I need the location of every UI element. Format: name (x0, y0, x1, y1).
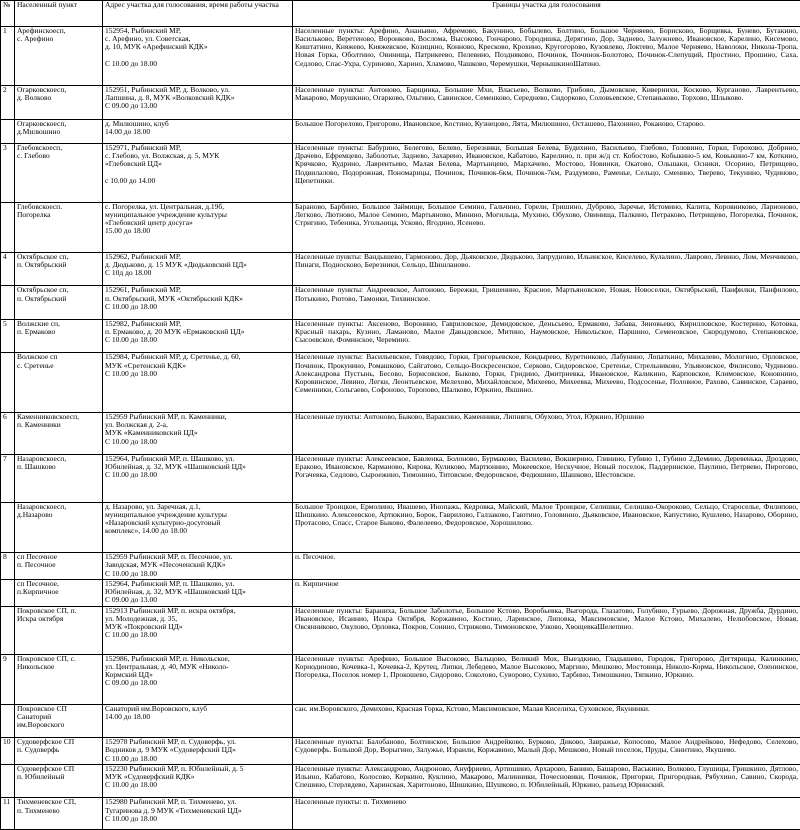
table-row (1, 704, 800, 737)
settlement-cell-text: Огарковскоесп, д. Волково (17, 85, 67, 102)
boundaries-cell-text: Населенные пункты: Васильевское, Говядово, Горки, Григорьевское, Кондырево, Куретниково, Лабунино, Лопаткино, Михалево, Мологино, Орловское, Починок, Прокунино, Ромашково, Сайгатово, Сельцо-Воскресенское, Серково, Сидоровское, Сретенье, Стрельниково, Ульяновское, Филисово, Чудиново. Александрова Пустынь, Бесово, Борисовское, Быково, Горки, Гридино, Дмитриевка, Ивановское, Каликино, Карповское, Климовское, Коновнино, Коровинское, Левино, Легки, Леонтьевское, Мелехово, Михайловское, Михеево, Михеевка, Михеево, Подсосенье, Половное, Рахово, Савинское, Сараево, Семенники, Сольгаево, Софоново, Торопово, Шалково, Юркино, Якшино. (295, 352, 798, 395)
settlement-cell (15, 85, 103, 120)
settlement-cell-text: Назаровскоесп, д.Назарово (17, 502, 67, 520)
address-cell (103, 319, 293, 352)
table-row (1, 85, 800, 120)
settlement-cell (15, 704, 103, 737)
table-row (1, 764, 800, 797)
row-number-text: 11 (3, 797, 11, 807)
row-number-text: 6 (3, 412, 7, 422)
table-row (1, 654, 800, 704)
address-cell-text: 152986, Рыбинский МР, п. Никольское, ул. Центральная, д. 40, МУК «Николо- Кормский ЦД» С 09.00 до 18.00 (105, 654, 230, 688)
address-cell (103, 764, 293, 797)
row-number-text: 9 (3, 654, 7, 663)
settlement-cell-text: Судоверфское СП п. Юбилейный (17, 764, 75, 782)
boundaries-cell (293, 413, 800, 455)
row-number-text: 5 (3, 319, 7, 328)
boundaries-cell-text: Населенные пункты: Андреевское, Антоново, Бережки, Гришенино, Красное, Мартьяновское, Новая, Новоселки, Октябрьский, Панфилки, Панфилово, Потыкино, Рютово, Тамонки, Тихвинское. (295, 285, 798, 303)
boundaries-cell (293, 704, 800, 737)
boundaries-cell-text: Населенные пункты: Аксеново, Воронино, Гавриловское, Демидовское, Деньсьево, Ермаково, Забава, Зиновьево, Кирилловское, Костерино, Котовка, Красный пахарь, Кузино, Ламаново, Малое Давыдовское, Митино, Наумовское, Никольское, Паршино, Семеновское, Скородумово, Степановское, Сысоевское, Фоминское, Черемино. (295, 319, 798, 345)
row-number (1, 503, 15, 553)
settlement-cell-text: Октябрьское сп, п. Октябрьский (17, 285, 69, 303)
address-cell (103, 704, 293, 737)
boundaries-cell-text: п. Кирпичное (295, 579, 339, 588)
address-cell (103, 503, 293, 553)
boundaries-cell (293, 27, 800, 86)
address-cell-text: 152959 Рыбинский МР, п. Песочное, ул. Заводская, МУК «Песоченский КДК» С 10.00 до 18.00 (105, 552, 233, 578)
boundaries-cell (293, 738, 800, 765)
table-row (1, 579, 800, 606)
boundaries-cell-text: Населенные пункты: Алексеевское, Бавленка, Болоново, Бурмаково, Василево, Вокшерино, Глинино, Губино 1, Губино 2,Демино, Деревенька, Дроздово, Ераково, Ивановское, Карманово, Кирова, Куликово, Мартюнино, Мокеевское, Нескучное, Новый поселок, Паддеринское, Паулино, Петряево, Пирогово, Рогачевка, Седлово, Сыроежино, Тимонино, Титовское, Федоровское, Федюшино, Шашково, Шестовское. (295, 454, 798, 480)
settlement-cell-text: Волжское сп с. Сретенье (17, 352, 58, 370)
row-number (1, 27, 15, 86)
boundaries-cell-text: Населенные пункты: Балобаново, Болтинское, Большое Андрейково, Бурково, Диково, Завражье, Копосово, Малое Андрейково, Нефедово, Селехово, Судоверфь. Большой Дор, Ворыгино, Залужье, Израили, Коржавино, Малый Дор, Мешково, Новый поселок, Пруды, Свинтино, Якушево. (295, 737, 798, 755)
boundaries-cell-text: п. Песочное. (295, 552, 336, 562)
address-cell-text: 152984, Рыбинский МР, д. Сретенье, д. 60, МУК «Сретенский КДК» С 10.00 до 18.00 (105, 352, 241, 378)
boundaries-cell (293, 579, 800, 606)
header-address: Адрес участка для голосования, время работы участка (103, 1, 293, 27)
settlement-cell (15, 606, 103, 654)
row-number (1, 319, 15, 352)
address-cell (103, 579, 293, 606)
address-cell (103, 454, 293, 502)
settlement-cell (15, 654, 103, 704)
table-header-row (1, 1, 800, 27)
row-number (1, 252, 15, 285)
settlement-cell (15, 454, 103, 502)
boundaries-cell-text: Населенные пункты: Александрово, Андроново, Ануфриево, Артюшино, Архарово, Банино, Башарово, Васькино, Волково, Глушицы, Гришкино, Дятлово, Ильино, Кабатово, Колосово, Коркино, Куклино, Макарово, Малинники, Почесновики, Починок, Пригорки, Пригородная, Рябухино, Савино, Скорода, Спешино, Стерлядево, Харинская, Харитоново, Шишкино, Шушково, п. Юбилейный, Юркино, разъезд Юринский. (295, 764, 798, 790)
settlement-cell-text: сп Песочное п. Песочное (17, 552, 57, 570)
address-cell-text: 152964, Рыбинский МР, п. Шашково, ул. Юбилейная, д. 32, МУК «Шашковский ЦД» С 10.00 до 18.00 (105, 454, 246, 480)
address-cell (103, 413, 293, 455)
row-number (1, 704, 15, 737)
address-cell (103, 738, 293, 765)
row-number-text: 8 (3, 552, 7, 562)
row-number (1, 553, 15, 580)
settlement-cell-text: Тихменевское СП, п. Тихменево (17, 797, 77, 815)
table-row (1, 120, 800, 144)
boundaries-cell (293, 120, 800, 144)
address-cell (103, 252, 293, 285)
address-cell (103, 120, 293, 144)
row-number (1, 798, 15, 830)
address-cell-text: 152961, Рыбинский МР, п. Октябрьский, МУК «Октябрьский КДК» С 10.00 до 18.00 (105, 285, 244, 311)
address-cell (103, 353, 293, 413)
boundaries-cell (293, 202, 800, 252)
table-row (1, 319, 800, 352)
table-row (1, 353, 800, 413)
row-number (1, 85, 15, 120)
address-cell-text: 152959 Рыбинский МР, п. Каменники, ул. Волжская д. 2-а, МУК «Каменниковский ЦД» С 10.00 до 18.00 (105, 412, 227, 446)
row-number (1, 738, 15, 765)
boundaries-cell (293, 553, 800, 580)
row-number-text: 2 (3, 85, 7, 94)
table-row (1, 454, 800, 502)
boundaries-cell (293, 503, 800, 553)
settlement-cell-text: Назаровскоесп, п. Шашково (17, 454, 67, 472)
boundaries-cell (293, 85, 800, 120)
address-cell-text: 152980 Рыбинский МР, п. Тихменево, ул. Тугаринова д. 9 МУК «Тихменевский ЦД» С 10.00 до 18.00 (105, 797, 242, 823)
address-cell-text: 152962, Рыбинский МР, д. Дюдьково, д. 15 МУК «Дюдьковский ЦД» С 10д до 18.00 (105, 252, 247, 278)
address-cell-text: Санаторий им.Воровского, клуб 14.00 до 18.00 (105, 704, 208, 721)
settlement-cell (15, 286, 103, 319)
table-row (1, 606, 800, 654)
boundaries-cell-text: Большое Погорелово, Григорово, Ивановское, Костино, Кузнецово, Лята, Милюшино, Осташево, Пахонино, Роканово, Старово. (295, 119, 705, 129)
settlement-cell (15, 252, 103, 285)
address-cell (103, 202, 293, 252)
settlement-cell-text: Арефинскоесп, с. Арефино (17, 26, 66, 44)
address-cell-text: с. Погорелка, ул. Центральная, д.19б, муниципальное учреждение культуры «Глебовский центр досуга» 15.00 до 18.00 (105, 202, 227, 236)
boundaries-cell-text: Населенные пункты: Вандышево, Гармоново, Дор, Дьяковское, Дюдьково, Запрудново, Ильинское, Киселево, Кулалино, Лаврово, Левино, Лом, Менчиково, Пинаги, Подносково, Березники, Сельцо, Шишланово. (295, 252, 798, 270)
settlement-cell (15, 144, 103, 203)
settlement-cell-text: Глебовскоесп, с. Глебово (17, 143, 63, 161)
boundaries-cell (293, 353, 800, 413)
boundaries-cell-text: Населенные пункты: Арефино, Ананьино, Афремово, Бакунино, Бобылево, Болтино, Большое Черняево, Борисково, Борщевка, Бунево, Бутакино, Васильково, Веретеново, Воронково, Вослома, Высоково, Гончарово, Городишка, Дерягино, Дор, Заднево, Залужнево, Ивановское, Карелино, Кисемово, Киштатино, Княжево, Княжевское, Козицино, Конново, Кресково, Крохино, Кругогорово, Кузовлево, Локтево, Малое Черняево, Наволоки, Никола-Тропа, Новая Горка, Оболтино, Овинища, Патрикеево, Пелевино, Поздняково, Починок, Починок-Болотово, Починок-Слепущий, Простино, Прошино, Саха, Седлово, Спас-Ухра, Суриново, Харино, Хламово, Чашково, Черемушки, ЧернышкиноШатино. (295, 26, 798, 68)
row-number-text: 10 (3, 737, 11, 747)
row-number-text: 3 (3, 143, 7, 153)
settlement-cell (15, 553, 103, 580)
address-cell (103, 144, 293, 203)
boundaries-cell-text: Населенные пункты: п. Тихменево (295, 797, 407, 807)
boundaries-cell (293, 319, 800, 352)
boundaries-cell (293, 286, 800, 319)
settlement-cell (15, 27, 103, 86)
row-number-text: 1 (3, 26, 7, 35)
settlement-cell-text: Огарковскоесп, д.Милюшино (17, 119, 67, 137)
table-row (1, 144, 800, 203)
table-row (1, 252, 800, 285)
boundaries-cell-text: Населенные пункты: Арефино, Большое Высоково, Вальцово, Великий Мох, Выездкино, Гладышево, Городок, Григорово, Дегтярицы, Калинкино, Корнодиново, Кочевка-1, Кочевка-2, Крутец, Липки, Лебедево, Малое Высоково, Маргино, Мешково, Мостовица, Николо-Корма, Никольское, Оленинское, Погорелка, Поселок номер 1, Прокошево, Сидорово, Соколово, Суворово, Сухино, Тарбино, Тимошкино, Тяпкино, Юркино. (295, 654, 798, 679)
settlement-cell-text: Покровское СП, п. Искра октября (17, 606, 77, 623)
header-settlement: Населенный пункт (15, 1, 103, 27)
address-cell-text: 152230 Рыбинский МР, п. Юбилейный, д. 5 МУК «Судоверфский КДК» С 10.00 до 18.00 (105, 764, 244, 790)
row-number (1, 144, 15, 203)
row-number (1, 120, 15, 144)
address-cell-text: 152978 Рыбинский МР, п. Судоверфь, ул. Водников д. 9 МУК «Судоверфский ЦД» С 10.00 до 18.00 (105, 737, 237, 763)
row-number-text: 7 (3, 454, 7, 463)
boundaries-cell-text: Населенные пункты: Бабурино, Белегово, Белево, Березники, Большая Белева, Будихино, Васильево, Глебово, Головино, Горки, Горохово, Добрино, Драчево, Ефремцево, Заболотье, Заднево, Захарино, Ивановское, Кабатово, Карелино, п. при ж/д ст. Кобостово, Кобыкино-5 км, Ковыкино-7 км, Коткино, Крячково, Кудрино, Лаврентьево, Малая Белева, Мартынцево, Мархачево, Мостово, Новинки, Окатово, Ольшаки, Осники, Осорино, Петрищево, Подвилалово, Подорожная, Пономарицы, Починок, Починок-6км, Починок-7км, Раздумово, Раменье, Сельцо, Сменино, Тверево, Текунино, Чудиново, Щепетники. (295, 143, 798, 185)
boundaries-cell (293, 252, 800, 285)
address-cell (103, 553, 293, 580)
address-cell-text: 152971, Рыбинский МР, с. Глебово, ул. Волжская, д. 5, МУК «Глебовский ЦД» с 10.00 до 14.00 (105, 143, 220, 185)
boundaries-cell (293, 654, 800, 704)
settlement-cell-text: Октябрьское сп, п. Октябрьский (17, 252, 69, 270)
settlement-cell (15, 579, 103, 606)
settlement-cell (15, 798, 103, 830)
table-body (1, 27, 800, 830)
table-row (1, 202, 800, 252)
address-cell (103, 286, 293, 319)
address-cell-text: 152954, Рыбинский МР, с. Арефино, ул. Советская, д. 10, МУК «Арефинский КДК» С 10.00 до 18.00 (105, 26, 208, 68)
table-row (1, 503, 800, 553)
row-number (1, 286, 15, 319)
row-number (1, 202, 15, 252)
boundaries-cell-text: Населенные пункты: Антоново, Барщинка, Большие Мхи, Власьево, Волково, Грибово, Дымовское, Кивернихи, Косково, Курганово, Лаврентьево, Макарово, Морушкино, Огарково, Ольгино, Савинское, Семенково, Середнево, Сидорково, Соловьевское, Степаньково, Торхово, Шлыково. (295, 85, 798, 102)
boundaries-cell-text: Бараново, Барбино, Большое Займище, Большое Семино, Гальчино, Горели, Гришино, Дуброво, Заречье, Истомино, Калита, Коровниково, Ларионово, Легково, Лютново, Малое Семино, Мартьяново, Минино, Могильца, Мухино, Обухово, Овинища, Палкино, Петраково, Петрищево, Погорелка, Починок, Стригино, Тебеника, Угольница, Усково, Ягодино, Ясенево. (295, 202, 798, 228)
table-row (1, 413, 800, 455)
settlement-cell (15, 764, 103, 797)
boundaries-cell-text: Населенные пункты: Бараниха, Большое Заболотье, Большое Кстово, Воробьевка, Выгорода, Глазатово, Голубино, Гурьево, Дорожная, Дружба, Дурдино, Ивановское, Исаинио, Искра Октября, Коржавино, Костино, Ларинское, Липовка, Максимовское, Малое Кстово, Михалево, Нелюбовское, Новая, Овсянниково, Окулово, Орловка, Покров, Сонино, Стрижово, Тимоновское, Узково, ХвощевкаШелепино. (295, 606, 798, 631)
address-cell (103, 798, 293, 830)
row-number (1, 579, 15, 606)
boundaries-cell-text: сан. им.Воровского, Демихово, Красная Горка, Кстово, Максимовское, Малая Киселиха, Суховское, Якунинки. (295, 704, 650, 713)
table-row (1, 553, 800, 580)
address-cell-text: 152964, Рыбинский МР, п. Шашково, ул. Юбилейная, д. 32, МУК «Шашковский ЦД» С 09.00 до 13.00 (105, 579, 246, 605)
row-number (1, 353, 15, 413)
settlement-cell (15, 738, 103, 765)
settlement-cell-text: Глебовскоесп. Погорелка (17, 202, 63, 219)
row-number-text: 4 (3, 252, 7, 261)
address-cell-text: д. Назарово, ул. Заречная, д.1, муниципальное учреждение культуры «Назаровский культурно-досуговый комплекс», 14.00 до 18.00 (105, 502, 227, 536)
boundaries-cell (293, 798, 800, 830)
row-number (1, 454, 15, 502)
settlement-cell-text: Каменниковскоесп, п. Каменники (17, 412, 80, 430)
address-cell (103, 27, 293, 86)
address-cell-text: 152982, Рыбинский МР, п. Ермаково, д. 20 МУК «Ермаковский ЦД» С 10.00 до 18.00 (105, 319, 245, 345)
header-num: № (1, 1, 15, 27)
settlement-cell-text: Покровское СП Санаторий им.Воровского (17, 704, 67, 730)
table-row (1, 286, 800, 319)
boundaries-cell-text: Большое Троицкое, Ермолино, Ивашево, Инопажь, Кедровка, Майский, Малое Троицкое, Селишки, Селишко-Окороково, Сельцо, Староселье, Филипово, Шишкино. Алексеевское, Артюкино, Борок, Гаврилово, Галзаково, Гаютино, Головинно, Дьяковское, Ивановское, Капустино, Кушлево, Назарово, Оборино, Протасово, Спасс, Старое Быково, Фалелеево, Федоровское, Хорошилово. (295, 502, 798, 528)
row-number (1, 606, 15, 654)
boundaries-cell (293, 764, 800, 797)
row-number (1, 413, 15, 455)
address-cell-text: 152951, Рыбинский МР, д. Волково, ул. Лапшина, д. 8, МУК «Волковский КДК» С 09.00 до 13.00 (105, 85, 235, 110)
settlement-cell (15, 503, 103, 553)
address-cell (103, 85, 293, 120)
settlement-cell (15, 413, 103, 455)
settlement-cell (15, 202, 103, 252)
settlement-cell-text: Покровское СП, с. Никольское (17, 654, 76, 671)
row-number (1, 764, 15, 797)
table-row (1, 738, 800, 765)
boundaries-cell (293, 606, 800, 654)
boundaries-cell (293, 454, 800, 502)
settlement-cell (15, 319, 103, 352)
settlement-cell (15, 120, 103, 144)
header-boundaries: Границы участка для голосования (293, 1, 800, 27)
settlement-cell-text: сп Песочное, п.Кирпичное (17, 579, 59, 597)
address-cell (103, 606, 293, 654)
table-row (1, 798, 800, 830)
settlement-cell (15, 353, 103, 413)
address-cell (103, 654, 293, 704)
address-cell-text: д. Милюшино, клуб 14.00 до 18.00 (105, 119, 169, 137)
address-cell-text: 152913 Рыбинский МР, п. искра октября, ул. Молодежная, д. 35, МУК «Покровский ЦД» С 10.00 до 18.00 (105, 606, 236, 639)
table-row (1, 27, 800, 86)
boundaries-cell (293, 144, 800, 203)
settlement-cell-text: Судоверфское СП п. Судоверфь (17, 737, 75, 755)
boundaries-cell-text: Населенные пункты: Антоново, Быково, Вараксино, Каменники, Липняги, Обухово, Угол, Юркино, Юршино (295, 412, 645, 422)
row-number (1, 654, 15, 704)
settlement-cell-text: Волжские сп, п. Ермаково (17, 319, 60, 337)
